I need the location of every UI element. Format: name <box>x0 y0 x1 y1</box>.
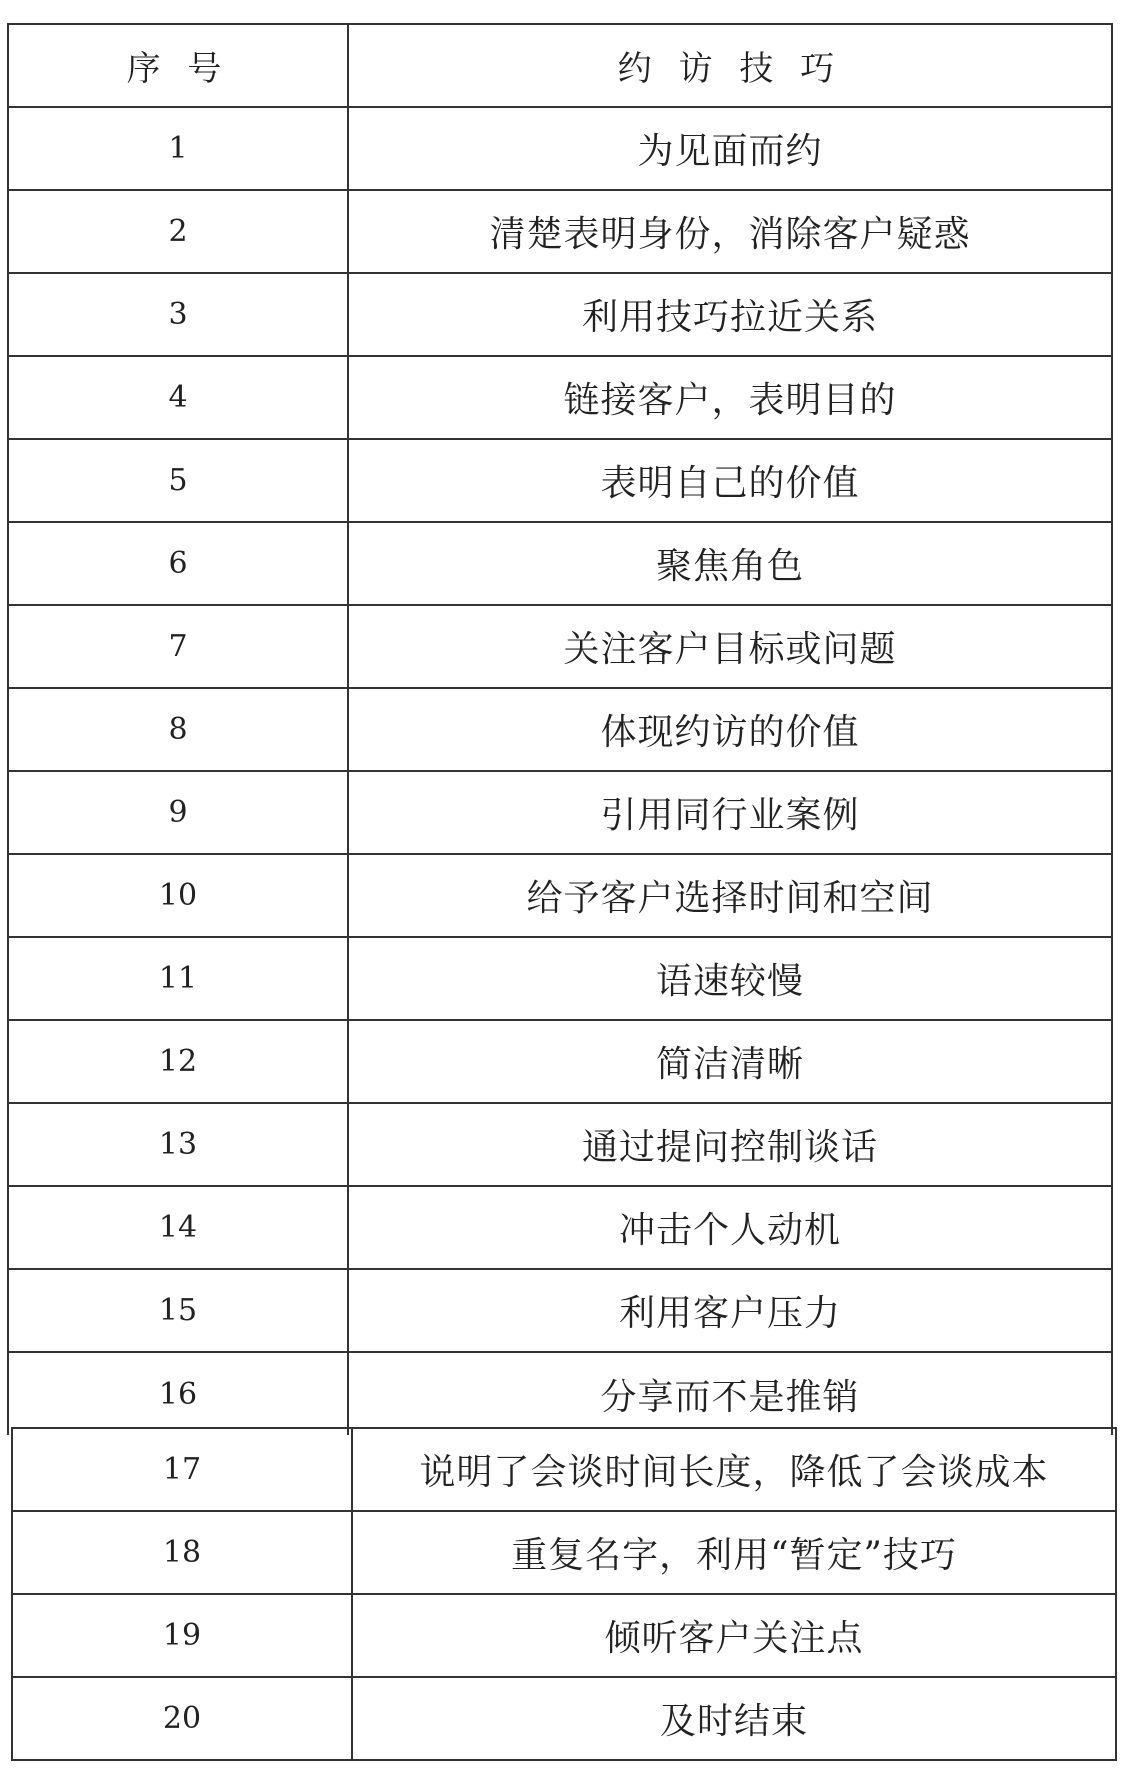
techniques-table-continued <box>11 1427 1117 1761</box>
row-number: 2 <box>8 190 348 273</box>
table-row <box>12 1677 1116 1760</box>
row-number: 15 <box>8 1269 348 1352</box>
row-technique: 关注客户目标或问题 <box>348 605 1112 688</box>
row-number: 13 <box>8 1103 348 1186</box>
row-number: 11 <box>8 937 348 1020</box>
row-technique: 体现约访的价值 <box>348 688 1112 771</box>
row-number: 1 <box>8 107 348 190</box>
row-technique: 冲击个人动机 <box>348 1186 1112 1269</box>
row-technique: 引用同行业案例 <box>348 771 1112 854</box>
row-technique: 倾听客户关注点 <box>352 1594 1116 1677</box>
table-row <box>8 688 1112 771</box>
row-technique: 及时结束 <box>352 1677 1116 1760</box>
row-number: 14 <box>8 1186 348 1269</box>
row-number: 18 <box>12 1511 352 1594</box>
row-number: 4 <box>8 356 348 439</box>
row-technique: 聚焦角色 <box>348 522 1112 605</box>
table-row <box>12 1594 1116 1677</box>
table-row <box>8 1020 1112 1103</box>
table-row <box>8 937 1112 1020</box>
header-technique: 约 访 技 巧 <box>348 24 1112 107</box>
table-row <box>8 273 1112 356</box>
row-technique: 链接客户，表明目的 <box>348 356 1112 439</box>
row-technique: 说明了会谈时间长度，降低了会谈成本 <box>352 1428 1116 1511</box>
row-number: 9 <box>8 771 348 854</box>
row-number: 17 <box>12 1428 352 1511</box>
row-number: 8 <box>8 688 348 771</box>
row-technique: 为见面而约 <box>348 107 1112 190</box>
table-row <box>8 107 1112 190</box>
row-technique: 通过提问控制谈话 <box>348 1103 1112 1186</box>
row-number: 12 <box>8 1020 348 1103</box>
header-serial-number: 序 号 <box>8 24 348 107</box>
table-row <box>8 854 1112 937</box>
table-row <box>8 1103 1112 1186</box>
row-number: 19 <box>12 1594 352 1677</box>
row-technique: 利用技巧拉近关系 <box>348 273 1112 356</box>
row-technique: 重复名字，利用“暂定”技巧 <box>352 1511 1116 1594</box>
table-row <box>8 356 1112 439</box>
row-technique: 表明自己的价值 <box>348 439 1112 522</box>
table-row <box>8 771 1112 854</box>
row-technique: 分享而不是推销 <box>348 1352 1112 1435</box>
table-row <box>12 1428 1116 1511</box>
row-number: 5 <box>8 439 348 522</box>
table-row <box>8 1186 1112 1269</box>
row-technique: 语速较慢 <box>348 937 1112 1020</box>
table-row <box>8 439 1112 522</box>
row-technique: 给予客户选择时间和空间 <box>348 854 1112 937</box>
row-technique: 简洁清晰 <box>348 1020 1112 1103</box>
row-number: 3 <box>8 273 348 356</box>
row-technique: 清楚表明身份，消除客户疑惑 <box>348 190 1112 273</box>
table-row <box>8 522 1112 605</box>
row-number: 10 <box>8 854 348 937</box>
row-number: 16 <box>8 1352 348 1435</box>
row-technique: 利用客户压力 <box>348 1269 1112 1352</box>
table-row <box>12 1511 1116 1594</box>
row-number: 20 <box>12 1677 352 1760</box>
row-number: 6 <box>8 522 348 605</box>
table-header-row <box>8 24 1112 107</box>
row-number: 7 <box>8 605 348 688</box>
table-row <box>8 1269 1112 1352</box>
table-row <box>8 190 1112 273</box>
table-row <box>8 1352 1112 1435</box>
techniques-table <box>7 23 1113 1435</box>
table-row <box>8 605 1112 688</box>
